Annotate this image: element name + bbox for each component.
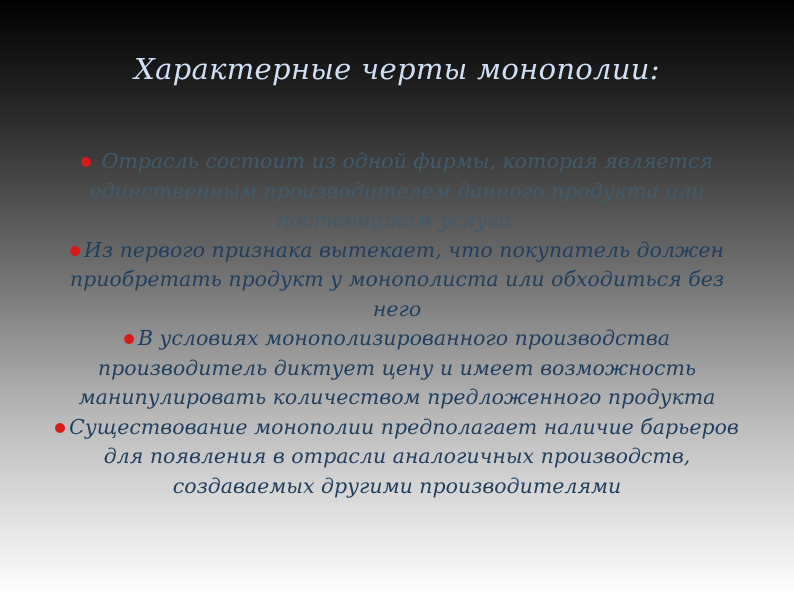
list-item — [48, 236, 746, 325]
bullet-icon — [81, 157, 91, 167]
bullet-icon — [124, 334, 134, 344]
list-item — [48, 413, 746, 502]
list-item-text: Существование монополии предполагает наличие барьеров для появления в отрасли аналогичных производств, создаваемых другими производителями — [69, 414, 739, 498]
list-item — [48, 147, 746, 236]
list-item-text: В условиях монополизированного производства производитель диктует цену и имеет возможность манипулировать количеством предложенного продукта — [78, 326, 716, 409]
list-item-text: Из первого признака вытекает, что покупатель должен приобретать продукт у монополиста или обходиться без него — [69, 237, 725, 321]
bullet-list — [48, 147, 746, 501]
bullet-icon — [70, 246, 80, 256]
list-item-text: Отрасль состоит из одной фирмы, которая является единственным производителем данного продукта или поставщиком услуги. — [89, 149, 714, 232]
list-item — [48, 324, 746, 413]
bullet-icon — [55, 423, 65, 433]
slide-title: Характерные черты монополии: — [134, 52, 660, 86]
